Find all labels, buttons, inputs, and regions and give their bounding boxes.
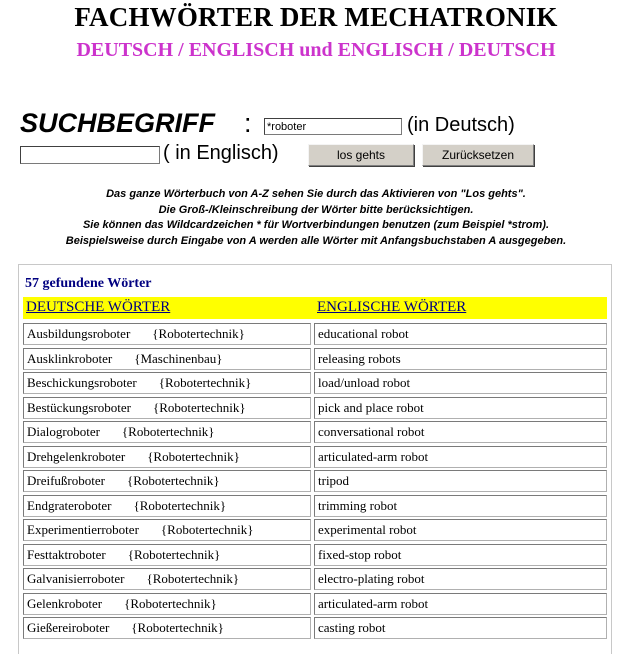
table-row	[23, 519, 607, 541]
table-row	[23, 495, 607, 517]
info-line-3: Sie können das Wildcardzeichen * für Wortverbindungen benutzen (zum Beispiel *strom).	[82, 219, 550, 231]
info-line-1: Das ganze Wörterbuch von A-Z sehen Sie durch das Aktivieren von "Los gehts".	[106, 188, 526, 200]
german-term: Dreifußroboter	[27, 473, 105, 488]
german-term: Drehgelenkroboter	[27, 448, 126, 464]
term-category: {Robotertechnik}	[131, 620, 224, 635]
term-category: {Robotertechnik}	[127, 546, 221, 562]
term-category: {Robotertechnik}	[133, 497, 227, 513]
english-term-cell: fixed-stop robot	[314, 544, 607, 566]
german-search-input[interactable]	[264, 118, 402, 135]
table-row	[23, 617, 607, 639]
term-category: {Robotertechnik}	[147, 448, 240, 464]
results-header	[23, 297, 607, 319]
german-term: Ausklinkroboter	[27, 350, 113, 366]
english-search-input[interactable]	[20, 146, 160, 164]
english-term-cell: tripod	[314, 470, 607, 492]
english-input-label: ( in Englisch)	[163, 142, 279, 164]
german-term: Endgrateroboter	[27, 497, 112, 513]
german-term: Galvanisierroboter	[27, 571, 125, 586]
german-term-cell	[23, 593, 311, 615]
german-term: Gelenkroboter	[27, 595, 103, 611]
english-term-cell: articulated-arm robot	[314, 446, 607, 468]
german-term: Festtaktroboter	[27, 546, 106, 562]
german-term-cell	[23, 397, 311, 419]
english-term-cell: educational robot	[314, 323, 607, 345]
term-category: {Robotertechnik}	[126, 473, 220, 488]
german-term-cell	[23, 568, 311, 590]
table-row	[23, 446, 607, 468]
english-term-cell: casting robot	[314, 617, 607, 639]
table-row	[23, 421, 607, 443]
page-title: FACHWÖRTER DER MECHATRONIK	[74, 2, 558, 32]
go-button[interactable]: los gehts	[308, 144, 414, 166]
table-row	[23, 568, 607, 590]
result-count: 57 gefundene Wörter	[25, 276, 152, 291]
german-term-cell	[23, 470, 311, 492]
english-term-cell: articulated-arm robot	[314, 593, 607, 615]
german-term-cell	[23, 446, 311, 468]
german-term-cell	[23, 323, 311, 345]
german-term: Bestückungsroboter	[27, 399, 131, 415]
german-term: Ausbildungsroboter	[27, 326, 131, 341]
column-header-english: ENGLISCHE WÖRTER	[317, 299, 467, 315]
results-table	[18, 264, 612, 654]
english-term-cell: trimming robot	[314, 495, 607, 517]
german-input-label: (in Deutsch)	[407, 114, 515, 136]
german-term-cell	[23, 617, 311, 639]
table-row	[23, 397, 607, 419]
term-category: {Maschinenbau}	[134, 350, 223, 366]
german-term-cell	[23, 348, 311, 370]
table-row	[23, 323, 607, 345]
info-line-2: Die Groß-/Kleinschreibung der Wörter bitte berücksichtigen.	[158, 203, 474, 216]
term-category: {Robotertechnik}	[152, 399, 246, 415]
german-term-cell	[23, 544, 311, 566]
reset-button[interactable]: Zurücksetzen	[422, 144, 534, 166]
table-row	[23, 470, 607, 492]
english-term-cell: releasing robots	[314, 348, 607, 370]
column-header-german: DEUTSCHE WÖRTER	[26, 299, 171, 315]
english-term-cell: pick and place robot	[314, 397, 607, 419]
term-category: {Robotertechnik}	[121, 424, 215, 439]
german-term: Beschickungsroboter	[27, 375, 137, 390]
info-text	[0, 187, 632, 249]
german-term-cell	[23, 421, 311, 443]
german-term-cell	[23, 372, 311, 394]
table-row	[23, 593, 607, 615]
english-term-cell: electro-plating robot	[314, 568, 607, 590]
table-row	[23, 348, 607, 370]
german-term: Experimentierroboter	[27, 522, 139, 537]
english-term-cell: load/unload robot	[314, 372, 607, 394]
term-category: {Robotertechnik}	[146, 571, 240, 586]
term-category: {Robotertechnik}	[124, 595, 217, 611]
info-line-4: Beispielsweise durch Eingabe von A werden alle Wörter mit Anfangsbuchstaben A ausgegeben.	[65, 234, 567, 247]
table-row	[23, 372, 607, 394]
search-label-colon: :	[244, 108, 252, 138]
german-term-cell	[23, 519, 311, 541]
german-term: Dialogroboter	[27, 424, 100, 439]
english-term-cell: experimental robot	[314, 519, 607, 541]
term-category: {Robotertechnik}	[152, 326, 245, 341]
table-row	[23, 544, 607, 566]
search-label: SUCHBEGRIFF	[20, 108, 215, 138]
term-category: {Robotertechnik}	[158, 375, 252, 390]
page-subtitle: DEUTSCH / ENGLISCH und ENGLISCH / DEUTSCH	[76, 39, 556, 61]
term-category: {Robotertechnik}	[160, 522, 254, 537]
german-term: Gießereiroboter	[27, 620, 110, 635]
english-term-cell: conversational robot	[314, 421, 607, 443]
german-term-cell	[23, 495, 311, 517]
